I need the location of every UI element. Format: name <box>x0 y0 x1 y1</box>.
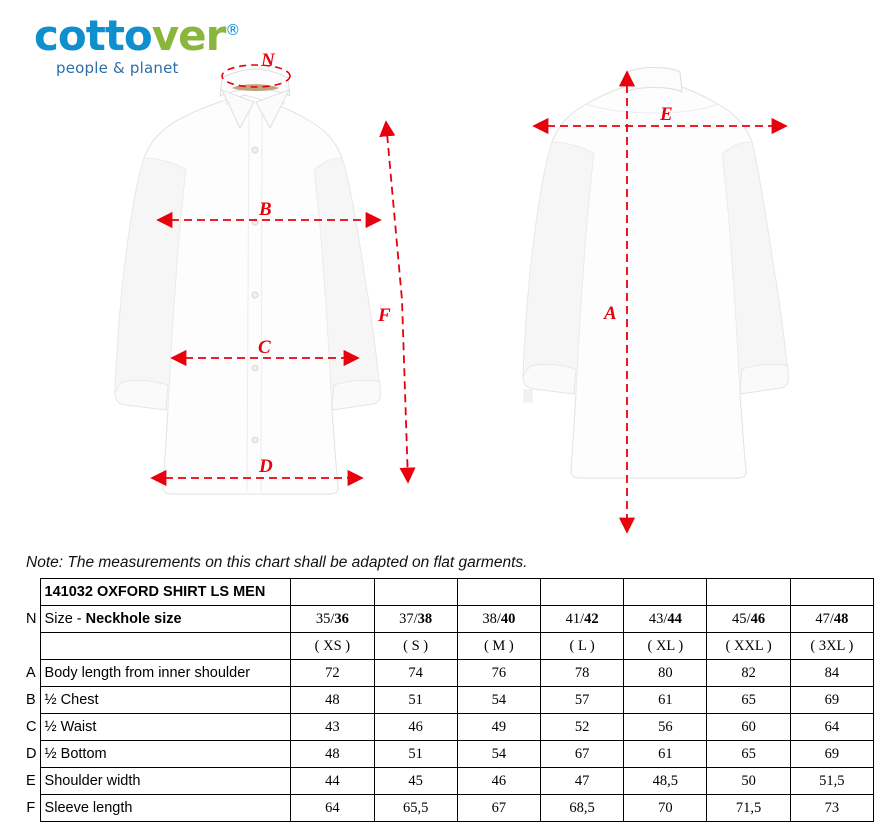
cell-F-xs: 64 <box>291 795 374 822</box>
measure-label-D: D <box>259 456 273 477</box>
rowkey-blank <box>22 579 40 606</box>
rowkey-N: N <box>26 611 37 627</box>
rowkey-C: C <box>26 719 37 735</box>
title-spacer-7 <box>790 579 873 606</box>
table-row <box>22 714 874 741</box>
cell-E-l: 47 <box>540 768 623 795</box>
rowkey-E: E <box>26 773 36 789</box>
logo-text-v: v <box>151 11 179 60</box>
rowkey-D: D <box>26 746 37 762</box>
cell-A-s: 74 <box>374 660 457 687</box>
cell-D-xl: 61 <box>624 741 707 768</box>
cell-C-m: 49 <box>457 714 540 741</box>
cell-F-xxl: 71,5 <box>707 795 790 822</box>
cell-A-xxl: 82 <box>707 660 790 687</box>
cell-A-3xl: 84 <box>790 660 873 687</box>
size-row-label-bold: Neckhole size <box>85 611 182 627</box>
table-row-alias <box>22 633 874 660</box>
neckhole-size-s: 37/38 <box>374 606 457 633</box>
alias-xl: ( XL ) <box>624 633 707 660</box>
table-row-title <box>22 579 874 606</box>
table-row <box>22 768 874 795</box>
cell-E-s: 45 <box>374 768 457 795</box>
cell-C-3xl: 64 <box>790 714 873 741</box>
cell-F-xl: 70 <box>624 795 707 822</box>
measure-label-E: E <box>660 104 673 125</box>
neckhole-size-m: 38/40 <box>457 606 540 633</box>
logo-text-cotto: cotto <box>34 11 152 60</box>
cell-F-l: 68,5 <box>540 795 623 822</box>
cell-F-m: 67 <box>457 795 540 822</box>
cell-B-3xl: 69 <box>790 687 873 714</box>
neckhole-size-xs: 35/36 <box>291 606 374 633</box>
title-spacer-2 <box>374 579 457 606</box>
cell-B-l: 57 <box>540 687 623 714</box>
chart-note: Note: The measurements on this chart shall be adapted on flat garments. <box>26 554 528 571</box>
neckhole-size-l: 41/42 <box>540 606 623 633</box>
title-spacer-5 <box>624 579 707 606</box>
cell-B-xl: 61 <box>624 687 707 714</box>
logo-text-er: er <box>178 11 226 60</box>
cell-E-xl: 48,5 <box>624 768 707 795</box>
measure-label-N: N <box>261 50 275 71</box>
title-spacer-1 <box>291 579 374 606</box>
cell-B-xxl: 65 <box>707 687 790 714</box>
alias-3xl: ( 3XL ) <box>790 633 873 660</box>
cell-E-xs: 44 <box>291 768 374 795</box>
size-chart-table <box>22 578 874 822</box>
shirt-back-view <box>523 68 788 479</box>
cell-D-3xl: 69 <box>790 741 873 768</box>
measure-line-F <box>386 122 408 482</box>
alias-row-label <box>40 633 291 660</box>
cell-A-xl: 80 <box>624 660 707 687</box>
measure-label-B: B <box>259 199 272 220</box>
cell-E-m: 46 <box>457 768 540 795</box>
cell-E-3xl: 51,5 <box>790 768 873 795</box>
registered-trademark-icon: ® <box>225 21 240 39</box>
size-row-label <box>40 606 291 633</box>
alias-s: ( S ) <box>374 633 457 660</box>
alias-xxl: ( XXL ) <box>707 633 790 660</box>
measure-label-A: A <box>604 303 617 324</box>
rowkey-B: B <box>26 692 36 708</box>
rowkey-F: F <box>26 800 36 816</box>
size-chart-container <box>22 578 874 822</box>
alias-l: ( L ) <box>540 633 623 660</box>
cell-C-l: 52 <box>540 714 623 741</box>
neckhole-size-xl: 43/44 <box>624 606 707 633</box>
cell-D-xxl: 65 <box>707 741 790 768</box>
table-row <box>22 741 874 768</box>
neckhole-size-xxl: 45/46 <box>707 606 790 633</box>
title-spacer-4 <box>540 579 623 606</box>
shirt-front-view <box>115 69 380 494</box>
title-spacer-3 <box>457 579 540 606</box>
neckhole-size-3xl: 47/48 <box>790 606 873 633</box>
cell-B-m: 54 <box>457 687 540 714</box>
row-name-shoulder-width: Shoulder width <box>40 768 291 795</box>
cell-A-m: 76 <box>457 660 540 687</box>
cell-F-3xl: 73 <box>790 795 873 822</box>
measure-label-F: F <box>378 305 391 326</box>
table-row <box>22 660 874 687</box>
cell-B-xs: 48 <box>291 687 374 714</box>
cell-C-xs: 43 <box>291 714 374 741</box>
cell-D-s: 51 <box>374 741 457 768</box>
rowkey-A: A <box>26 665 36 681</box>
cell-B-s: 51 <box>374 687 457 714</box>
cell-C-s: 46 <box>374 714 457 741</box>
cell-A-xs: 72 <box>291 660 374 687</box>
row-name-half-waist: ½ Waist <box>40 714 291 741</box>
rowkey-blank-2 <box>22 633 40 660</box>
row-name-body-length: Body length from inner shoulder <box>40 660 291 687</box>
alias-xs: ( XS ) <box>291 633 374 660</box>
size-row-label-prefix: Size - <box>44 611 86 627</box>
logo-tagline: people & planet <box>56 59 179 77</box>
cell-A-l: 78 <box>540 660 623 687</box>
measure-label-C: C <box>258 337 271 358</box>
row-name-sleeve-length: Sleeve length <box>40 795 291 822</box>
chart-title: 141032 OXFORD SHIRT LS MEN <box>40 579 291 606</box>
table-row <box>22 795 874 822</box>
cell-D-l: 67 <box>540 741 623 768</box>
alias-m: ( M ) <box>457 633 540 660</box>
cell-C-xxl: 60 <box>707 714 790 741</box>
cell-C-xl: 56 <box>624 714 707 741</box>
cell-E-xxl: 50 <box>707 768 790 795</box>
title-spacer-6 <box>707 579 790 606</box>
cell-D-xs: 48 <box>291 741 374 768</box>
row-name-half-chest: ½ Chest <box>40 687 291 714</box>
table-row <box>22 687 874 714</box>
cell-F-s: 65,5 <box>374 795 457 822</box>
cell-D-m: 54 <box>457 741 540 768</box>
table-row-size <box>22 606 874 633</box>
row-name-half-bottom: ½ Bottom <box>40 741 291 768</box>
